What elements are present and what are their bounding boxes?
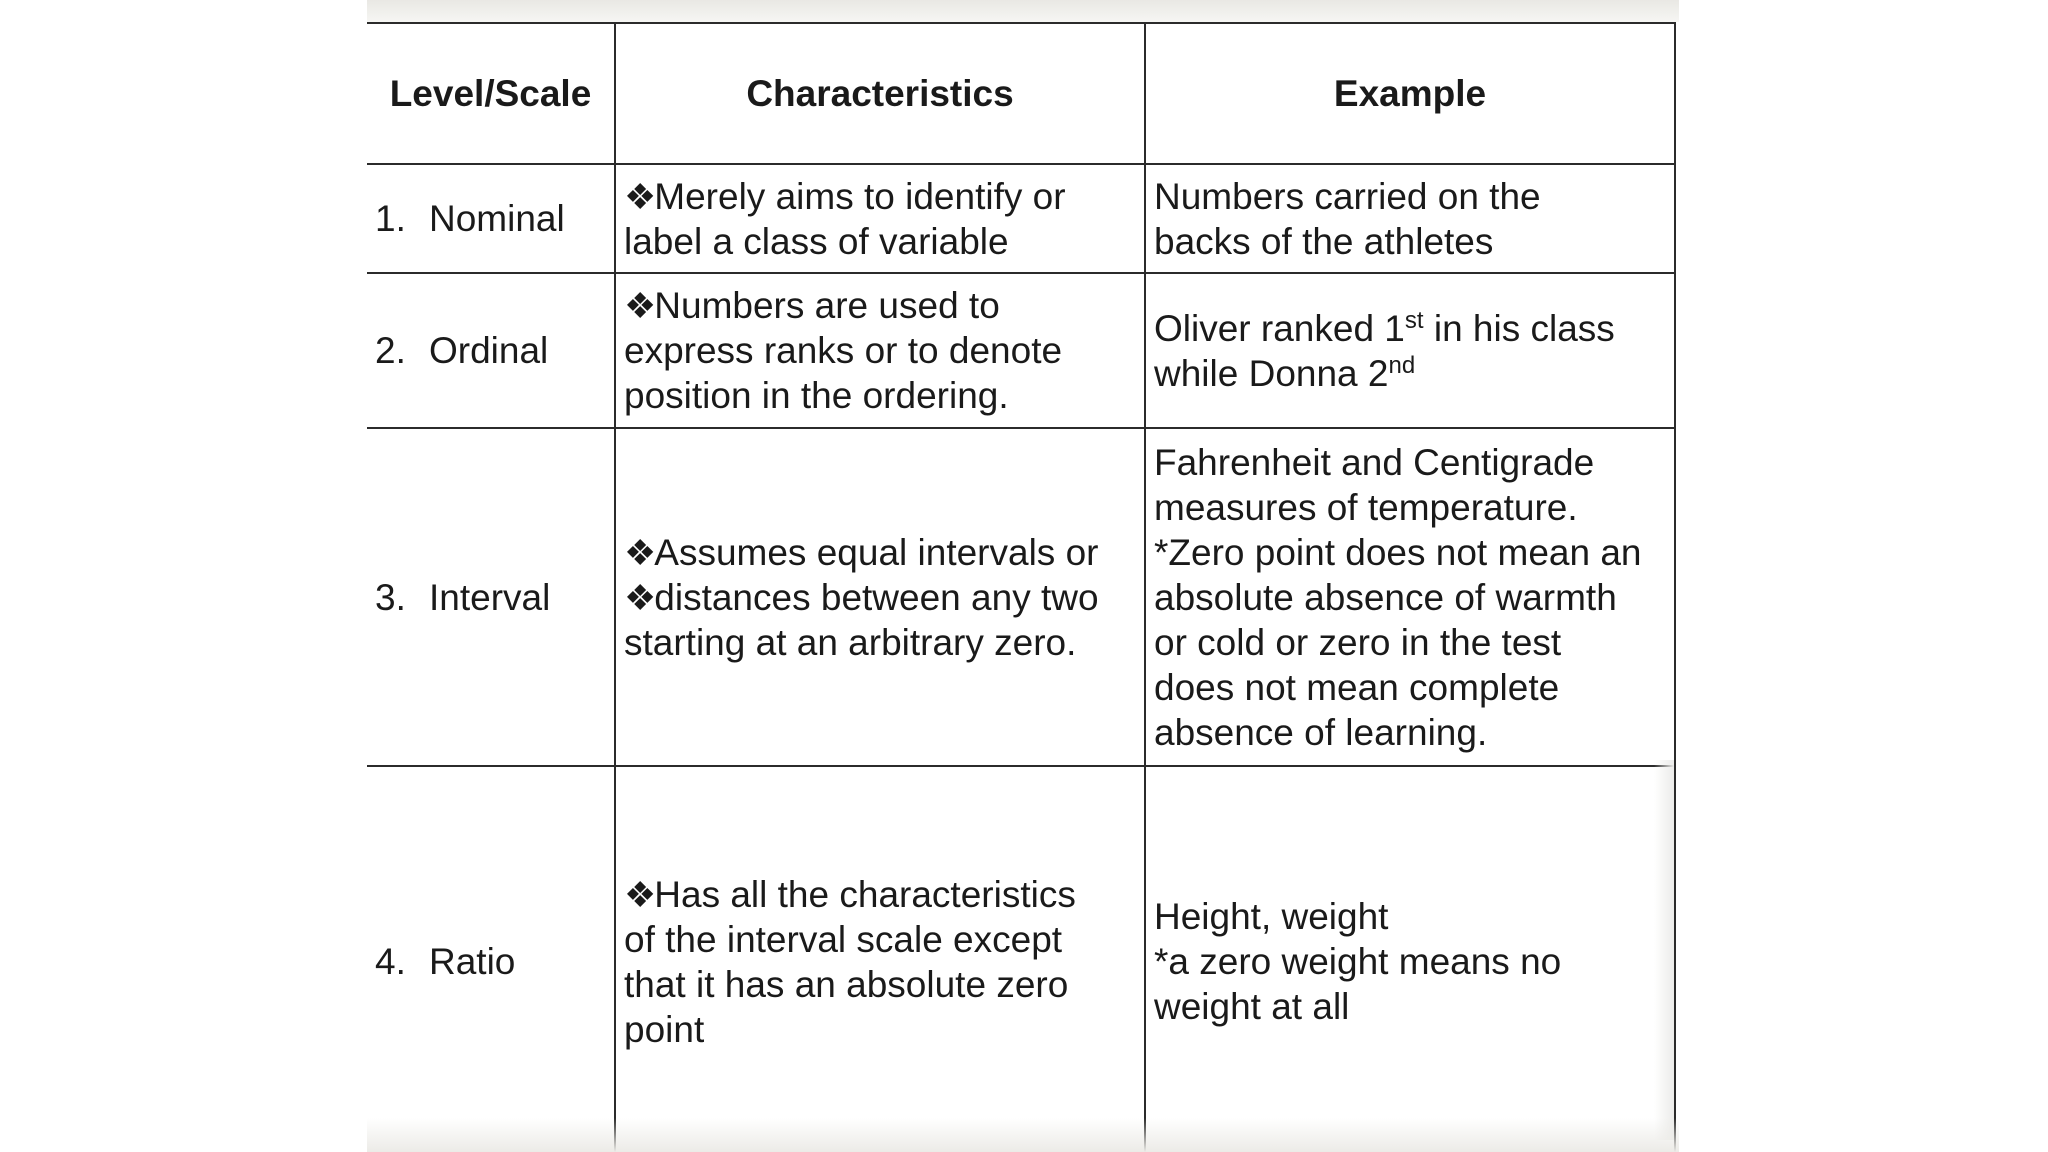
characteristic-line: ❖Merely aims to identify or [624,175,1066,217]
example-line: *a zero weight means no [1154,941,1562,982]
level-name: Ordinal [429,330,549,371]
example-line: absolute absence of warmth [1154,576,1617,618]
characteristic-line: position in the ordering. [624,375,1009,416]
characteristic-line: ❖Assumes equal intervals or [624,531,1099,573]
level-cell [367,766,615,1152]
example-line: *Zero point does not mean an [1154,531,1642,573]
characteristics-cell [615,766,1145,1152]
characteristic-line: ❖distances between any two [624,576,1099,618]
table-row [367,273,1675,428]
row-number: 3. [375,576,406,618]
example-line: Oliver ranked 1st in his class [1154,306,1615,349]
page-bottom-shadow [367,1118,1679,1152]
characteristic-line: starting at an arbitrary zero. [624,621,1077,663]
level-name: Nominal [429,198,565,239]
ordinal-suffix: st [1404,306,1424,334]
characteristic-line: point [624,1008,705,1050]
characteristic-line: of the interval scale except [624,918,1063,960]
table-header-row [367,23,1675,164]
row-number: 4. [375,941,406,982]
level-cell [367,164,615,273]
example-line: backs of the athletes [1154,220,1494,262]
table-row [367,164,1675,273]
table-row [367,428,1675,766]
levels-of-measurement-table [367,22,1676,1152]
level-name: Ratio [429,941,516,982]
ordinal-suffix: nd [1388,351,1416,379]
example-cell [1145,766,1675,1152]
header-level-scale: Level/Scale [367,23,615,164]
characteristic-line: ❖Has all the characteristics [624,873,1076,915]
characteristics-cell [615,428,1145,766]
example-line: weight at all [1154,986,1350,1027]
level-cell [367,428,615,766]
example-line: does not mean complete [1154,666,1560,708]
example-line: Numbers carried on the [1154,175,1541,217]
page-top-shadow [367,0,1679,22]
bullet-icon: ❖ [624,873,655,915]
level-cell [367,273,615,428]
characteristics-cell [615,164,1145,273]
example-line: absence of learning. [1154,711,1488,753]
example-line: Height, weight [1154,896,1389,937]
bullet-icon: ❖ [624,531,655,573]
bullet-icon: ❖ [624,285,655,326]
example-cell [1145,273,1675,428]
header-example: Example [1145,23,1675,164]
level-name: Interval [429,576,551,618]
example-line: Fahrenheit and Centigrade [1154,441,1595,483]
characteristic-line: ❖Numbers are used to [624,285,1000,326]
example-cell [1145,164,1675,273]
characteristic-line: that it has an absolute zero [624,963,1069,1005]
row-number: 2. [375,330,406,371]
characteristic-line: express ranks or to denote [624,330,1063,371]
example-cell [1145,428,1675,766]
bullet-icon: ❖ [624,576,655,618]
characteristic-line: label a class of variable [624,220,1009,262]
example-line: while Donna 2nd [1154,351,1416,394]
page-edge-shade [1654,760,1674,1140]
header-characteristics: Characteristics [615,23,1145,164]
example-line: or cold or zero in the test [1154,621,1562,663]
example-line: measures of temperature. [1154,486,1578,528]
row-number: 1. [375,198,406,239]
characteristics-cell [615,273,1145,428]
bullet-icon: ❖ [624,175,655,217]
table-row [367,766,1675,1152]
